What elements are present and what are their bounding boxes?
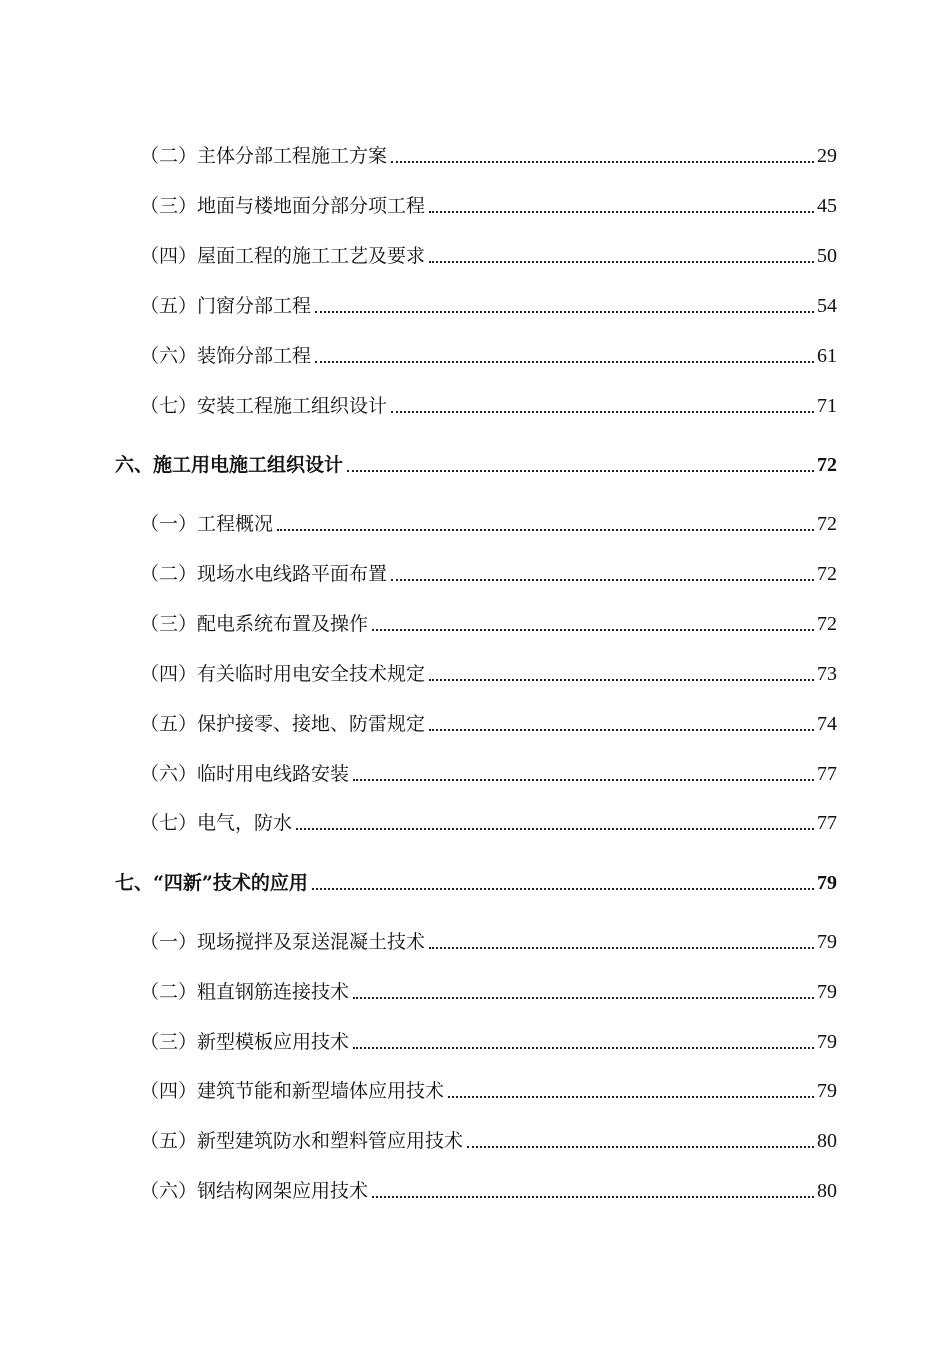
- toc-entry-label: （二）现场水电线路平面布置: [140, 563, 388, 585]
- toc-entry[interactable]: [140, 188, 837, 218]
- toc-entry-page: 72: [817, 613, 837, 635]
- toc-entry[interactable]: [140, 556, 837, 586]
- toc-entry-label: （一）工程概况: [140, 513, 274, 535]
- toc-entry[interactable]: [140, 1173, 837, 1203]
- toc-entry-label: （二）粗直钢筋连接技术: [140, 981, 350, 1003]
- toc-entry-label: （六）钢结构网架应用技术: [140, 1180, 369, 1202]
- toc-entry[interactable]: [140, 606, 837, 636]
- toc-entry-label: （五）新型建筑防水和塑料管应用技术: [140, 1130, 464, 1152]
- dot-leader: [353, 1046, 814, 1049]
- toc-entry-page: 72: [817, 513, 837, 535]
- toc-entry[interactable]: [140, 138, 837, 168]
- dot-leader: [391, 410, 814, 413]
- toc-entry-label: （五）保护接零、接地、防雷规定: [140, 713, 426, 735]
- dot-leader: [429, 946, 814, 949]
- toc-entry[interactable]: [140, 338, 837, 368]
- toc-entry-label: （二）主体分部工程施工方案: [140, 145, 388, 167]
- toc-entry[interactable]: [140, 388, 837, 418]
- toc-entry-page: 79: [817, 1031, 837, 1053]
- toc-entry-page: 72: [817, 454, 837, 476]
- toc-entry-page: 29: [817, 145, 837, 167]
- toc-entry-label: （三）地面与楼地面分部分项工程: [140, 195, 426, 217]
- dot-leader: [429, 260, 814, 263]
- toc-chapter-entry[interactable]: [115, 447, 837, 477]
- toc-entry[interactable]: [140, 288, 837, 318]
- toc-chapter-entry[interactable]: [115, 865, 837, 895]
- toc-entry-label: （五）门窗分部工程: [140, 295, 312, 317]
- dot-leader: [353, 996, 814, 999]
- toc-entry-page: 73: [817, 663, 837, 685]
- dot-leader: [391, 578, 814, 581]
- toc-entry-label: （七）电气，防水: [140, 812, 293, 834]
- toc-entry-label: （四）屋面工程的施工工艺及要求: [140, 245, 426, 267]
- dot-leader: [353, 778, 814, 781]
- toc-entry-page: 45: [817, 195, 837, 217]
- toc-entry-page: 77: [817, 812, 837, 834]
- dot-leader: [372, 628, 814, 631]
- dot-leader: [347, 469, 814, 472]
- toc-entry[interactable]: [140, 756, 837, 786]
- dot-leader: [277, 528, 814, 531]
- toc-entry[interactable]: [140, 1123, 837, 1153]
- toc-entry-page: 79: [817, 1080, 837, 1102]
- toc-entry-page: 50: [817, 245, 837, 267]
- toc-entry[interactable]: [140, 974, 837, 1004]
- dot-leader: [448, 1095, 814, 1098]
- dot-leader: [296, 827, 814, 830]
- dot-leader: [391, 160, 814, 163]
- toc-entry-page: 79: [817, 931, 837, 953]
- toc-entry-label: （七）安装工程施工组织设计: [140, 395, 388, 417]
- toc-entry-label: （三）新型模板应用技术: [140, 1031, 350, 1053]
- toc-entry[interactable]: [140, 506, 837, 536]
- toc-entry-page: 61: [817, 345, 837, 367]
- toc-entry-page: 80: [817, 1180, 837, 1202]
- dot-leader: [429, 210, 814, 213]
- dot-leader: [315, 310, 814, 313]
- toc-entry-label: （一）现场搅拌及泵送混凝土技术: [140, 931, 426, 953]
- toc-entry[interactable]: [140, 805, 837, 835]
- toc-entry-page: 72: [817, 563, 837, 585]
- toc-entry[interactable]: [140, 706, 837, 736]
- toc-entry[interactable]: [140, 656, 837, 686]
- toc-entry[interactable]: [140, 1024, 837, 1054]
- dot-leader: [467, 1145, 814, 1148]
- dot-leader: [372, 1195, 814, 1198]
- dot-leader: [312, 887, 814, 890]
- toc-entry[interactable]: [140, 924, 837, 954]
- dot-leader: [429, 678, 814, 681]
- toc-entry-label: （三）配电系统布置及操作: [140, 613, 369, 635]
- dot-leader: [315, 360, 814, 363]
- toc-entry-label: （四）建筑节能和新型墙体应用技术: [140, 1080, 445, 1102]
- toc-entry-page: 80: [817, 1130, 837, 1152]
- dot-leader: [429, 728, 814, 731]
- toc-entry-label: 七、“四新”技术的应用: [115, 872, 308, 894]
- toc-entry-page: 71: [817, 395, 837, 417]
- toc-entry-label: （六）装饰分部工程: [140, 345, 312, 367]
- toc-entry-page: 74: [817, 713, 837, 735]
- toc-entry-page: 79: [817, 872, 837, 894]
- toc-entry-page: 79: [817, 981, 837, 1003]
- toc-entry-page: 77: [817, 763, 837, 785]
- toc-entry-label: （六）临时用电线路安装: [140, 763, 350, 785]
- toc-entry[interactable]: [140, 1073, 837, 1103]
- toc-entry-label: 六、施工用电施工组织设计: [115, 454, 344, 476]
- toc-entry-label: （四）有关临时用电安全技术规定: [140, 663, 426, 685]
- toc-entry[interactable]: [140, 238, 837, 268]
- toc-entry-page: 54: [817, 295, 837, 317]
